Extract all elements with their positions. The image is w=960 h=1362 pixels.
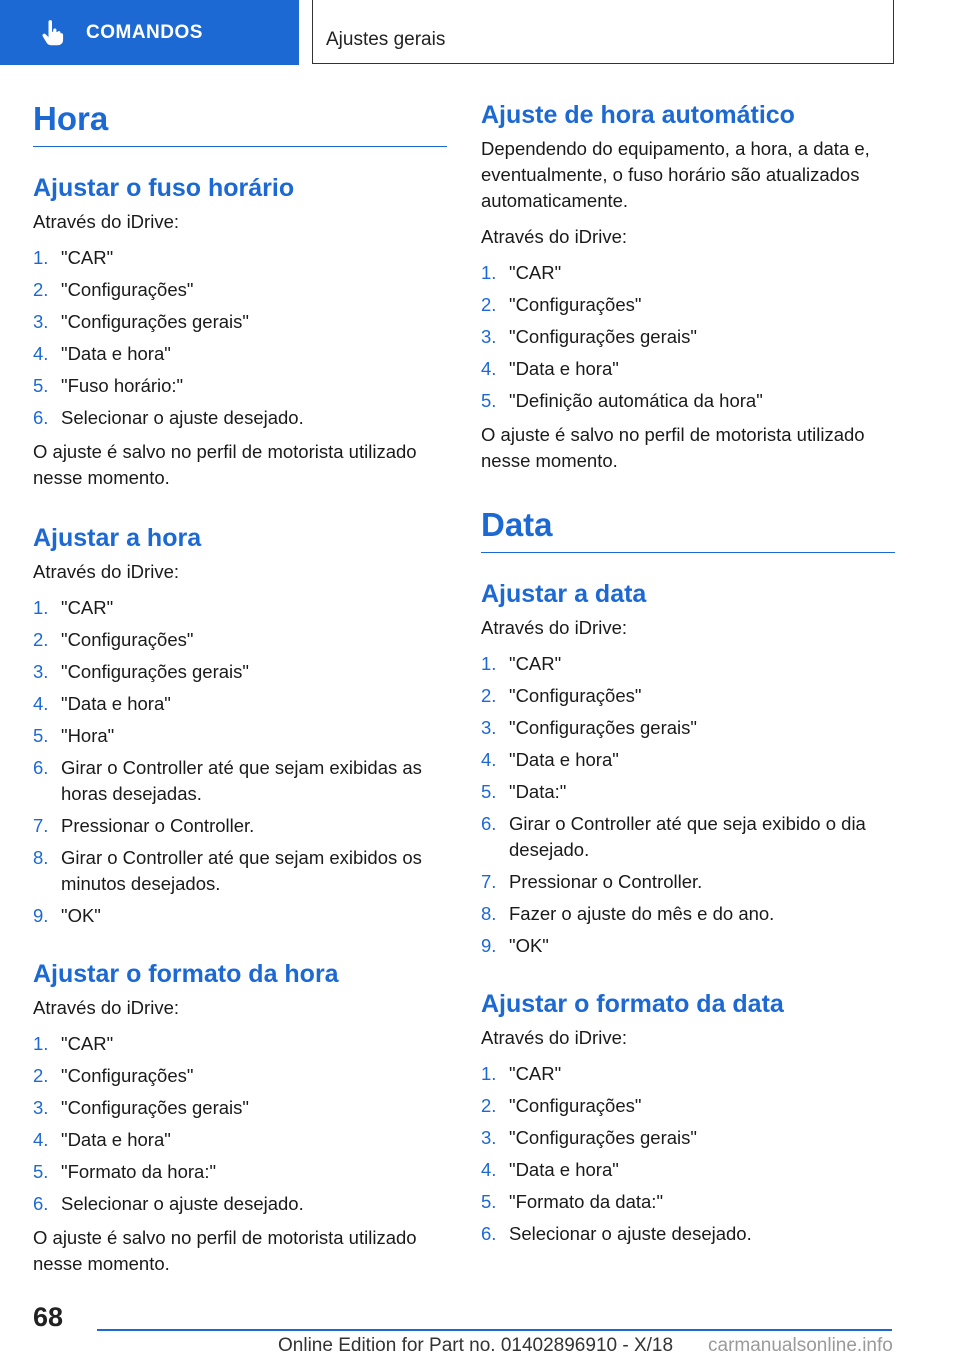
- intro-text: Através do iDrive:: [33, 996, 179, 1018]
- left-column: [33, 100, 447, 1287]
- step-number: 8.: [33, 846, 49, 868]
- step-number: 2.: [33, 628, 49, 650]
- step-number: 9.: [481, 934, 497, 956]
- step-number: 8.: [481, 902, 497, 924]
- steps-list: [33, 245, 447, 431]
- step-text: "Formato da hora:": [61, 1160, 217, 1182]
- list-item: [33, 1095, 447, 1121]
- step-number: 6.: [33, 406, 49, 428]
- section-title: Ajustar a data: [481, 579, 647, 608]
- list-item: [481, 1125, 895, 1151]
- step-number: 9.: [33, 904, 49, 926]
- step-text: "Configurações gerais": [509, 326, 697, 347]
- list-item: [481, 715, 895, 741]
- section-ajustar-hora: [33, 523, 447, 929]
- intro-text: Através do iDrive:: [33, 560, 179, 582]
- list-item: [33, 755, 447, 807]
- section-title: Ajuste de hora automático: [481, 101, 795, 129]
- list-item: [481, 356, 895, 382]
- steps-list: [481, 651, 895, 959]
- step-number: 1.: [33, 596, 49, 618]
- list-item: [33, 245, 447, 271]
- list-item: [481, 1061, 895, 1087]
- list-item: [481, 1189, 895, 1215]
- step-text: "Configurações": [509, 294, 642, 315]
- list-item: [481, 324, 895, 350]
- step-text: "Configurações": [509, 1094, 642, 1116]
- edition-text: Online Edition for Part no. 01402896910 - X/18: [278, 1335, 674, 1356]
- step-number: 1.: [481, 1062, 497, 1084]
- list-item: [33, 277, 447, 303]
- step-number: 3.: [33, 310, 49, 332]
- list-item: [33, 627, 447, 653]
- steps-list: [481, 1061, 895, 1247]
- list-item: [33, 595, 447, 621]
- section-title: Ajustar o fuso horário: [33, 173, 295, 202]
- step-number: 1.: [481, 652, 497, 674]
- step-text: "Data e hora": [509, 358, 619, 379]
- step-text: "Configurações gerais": [61, 660, 249, 682]
- step-number: 3.: [481, 716, 497, 738]
- note-text: O ajuste é salvo no perfil de motorista utilizado nesse momento.: [33, 440, 417, 488]
- step-number: 5.: [33, 1160, 49, 1182]
- description-text: Dependendo do equipamento, a hora, a data e, eventualmente, o fuso horário são atualizados automaticamente.: [481, 138, 870, 211]
- step-number: 5.: [481, 1190, 497, 1212]
- hand-pointer-icon: [38, 19, 66, 47]
- steps-list: [481, 260, 895, 414]
- list-item: [481, 683, 895, 709]
- list-item: [33, 341, 447, 367]
- step-number: 4.: [481, 358, 497, 379]
- step-text: Selecionar o ajuste desejado.: [61, 1192, 304, 1214]
- right-column: [481, 100, 895, 1255]
- step-text: Girar o Controller até que seja exibido o dia desejado.: [509, 812, 866, 860]
- step-number: 2.: [33, 278, 49, 300]
- step-text: "Definição automática da hora": [509, 390, 763, 411]
- heading-data: Data: [481, 506, 895, 553]
- step-text: Pressionar o Controller.: [509, 870, 703, 892]
- step-number: 3.: [33, 660, 49, 682]
- step-number: 6.: [33, 756, 49, 778]
- note-text: O ajuste é salvo no perfil de motorista utilizado nesse momento.: [481, 424, 865, 471]
- section-ajustar-data: [481, 579, 895, 959]
- step-text: "CAR": [509, 262, 562, 283]
- list-item: [33, 373, 447, 399]
- step-text: "Configurações": [61, 278, 194, 300]
- list-item: [481, 1093, 895, 1119]
- step-text: "Configurações gerais": [61, 310, 249, 332]
- step-text: "Data e hora": [61, 342, 171, 364]
- header-section-label: Ajustes gerais: [326, 29, 446, 50]
- list-item: [33, 1159, 447, 1185]
- step-text: "CAR": [509, 652, 562, 674]
- step-number: 5.: [481, 780, 497, 802]
- step-text: "Hora": [61, 724, 115, 746]
- section-title: Ajustar o formato da data: [481, 989, 784, 1018]
- step-text: "Configurações gerais": [509, 1126, 697, 1148]
- list-item: [33, 813, 447, 839]
- note-text: O ajuste é salvo no perfil de motorista utilizado nesse momento.: [33, 1226, 417, 1274]
- step-text: "CAR": [509, 1062, 562, 1084]
- intro-text: Através do iDrive:: [481, 1026, 627, 1048]
- step-number: 3.: [33, 1096, 49, 1118]
- list-item: [33, 405, 447, 431]
- step-number: 5.: [481, 390, 497, 411]
- step-number: 3.: [481, 1126, 497, 1148]
- step-text: "Configurações": [61, 628, 194, 650]
- list-item: [481, 260, 895, 286]
- step-number: 2.: [481, 294, 497, 315]
- step-text: "Configurações": [61, 1064, 194, 1086]
- step-text: Girar o Controller até que sejam exibidas as horas desejadas.: [61, 756, 422, 804]
- header-tab-label: COMANDOS: [86, 21, 203, 43]
- step-text: "OK": [509, 934, 549, 956]
- header-tab-comandos[interactable]: [0, 0, 299, 65]
- list-item: [481, 1221, 895, 1247]
- step-text: "Configurações": [509, 684, 642, 706]
- header-section: [312, 0, 894, 64]
- list-item: [481, 388, 895, 414]
- list-item: [481, 933, 895, 959]
- step-number: 4.: [481, 748, 497, 770]
- step-text: "Data e hora": [61, 1128, 171, 1150]
- step-text: "CAR": [61, 1032, 114, 1054]
- step-text: "Configurações gerais": [509, 716, 697, 738]
- list-item: [481, 901, 895, 927]
- step-text: "CAR": [61, 596, 114, 618]
- list-item: [33, 1063, 447, 1089]
- heading-hora: Hora: [33, 100, 447, 147]
- step-number: 1.: [33, 246, 49, 268]
- list-item: [481, 747, 895, 773]
- step-text: "Data e hora": [509, 1158, 619, 1180]
- step-text: "Formato da data:": [509, 1190, 664, 1212]
- list-item: [33, 845, 447, 897]
- section-title: Ajustar o formato da hora: [33, 959, 339, 988]
- step-number: 1.: [481, 262, 497, 283]
- step-text: "Fuso horário:": [61, 374, 184, 396]
- step-number: 7.: [481, 870, 497, 892]
- section-ajustar-fuso: [33, 173, 447, 491]
- list-item: [33, 1127, 447, 1153]
- step-text: "Data e hora": [61, 692, 171, 714]
- section-formato-hora: [33, 959, 447, 1277]
- step-number: 2.: [33, 1064, 49, 1086]
- step-text: Selecionar o ajuste desejado.: [61, 406, 304, 428]
- step-number: 5.: [33, 724, 49, 746]
- list-item: [481, 811, 895, 863]
- list-item: [33, 723, 447, 749]
- step-number: 1.: [33, 1032, 49, 1054]
- section-title: Ajustar a hora: [33, 523, 202, 552]
- intro-text: Através do iDrive:: [33, 210, 179, 232]
- step-text: Girar o Controller até que sejam exibidos os minutos desejados.: [61, 846, 422, 894]
- list-item: [33, 659, 447, 685]
- page-number: 68: [33, 1302, 64, 1332]
- step-number: 3.: [481, 326, 497, 347]
- steps-list: [33, 595, 447, 929]
- list-item: [481, 1157, 895, 1183]
- list-item: [33, 903, 447, 929]
- step-number: 6.: [481, 812, 497, 834]
- step-text: "Data:": [509, 780, 567, 802]
- list-item: [33, 1191, 447, 1217]
- list-item: [481, 869, 895, 895]
- step-number: 6.: [33, 1192, 49, 1214]
- step-number: 6.: [481, 1222, 497, 1244]
- step-number: 4.: [33, 1128, 49, 1150]
- intro-text: Através do iDrive:: [481, 616, 627, 638]
- watermark-text: carmanualsonline.info: [708, 1335, 893, 1356]
- step-number: 4.: [33, 692, 49, 714]
- step-number: 4.: [33, 342, 49, 364]
- list-item: [481, 292, 895, 318]
- step-number: 7.: [33, 814, 49, 836]
- step-text: "CAR": [61, 246, 114, 268]
- list-item: [33, 1031, 447, 1057]
- intro-text: Através do iDrive:: [481, 226, 627, 247]
- footer-divider: [97, 1329, 892, 1331]
- list-item: [481, 779, 895, 805]
- list-item: [481, 651, 895, 677]
- step-text: "Data e hora": [509, 748, 619, 770]
- steps-list: [33, 1031, 447, 1217]
- step-text: "Configurações gerais": [61, 1096, 249, 1118]
- step-text: Selecionar o ajuste desejado.: [509, 1222, 752, 1244]
- section-ajuste-automatico: [481, 100, 895, 474]
- step-text: Pressionar o Controller.: [61, 814, 255, 836]
- step-number: 2.: [481, 1094, 497, 1116]
- step-text: "OK": [61, 904, 101, 926]
- section-formato-data: [481, 989, 895, 1247]
- list-item: [33, 309, 447, 335]
- step-text: Fazer o ajuste do mês e do ano.: [509, 902, 775, 924]
- step-number: 2.: [481, 684, 497, 706]
- step-number: 5.: [33, 374, 49, 396]
- list-item: [33, 691, 447, 717]
- step-number: 4.: [481, 1158, 497, 1180]
